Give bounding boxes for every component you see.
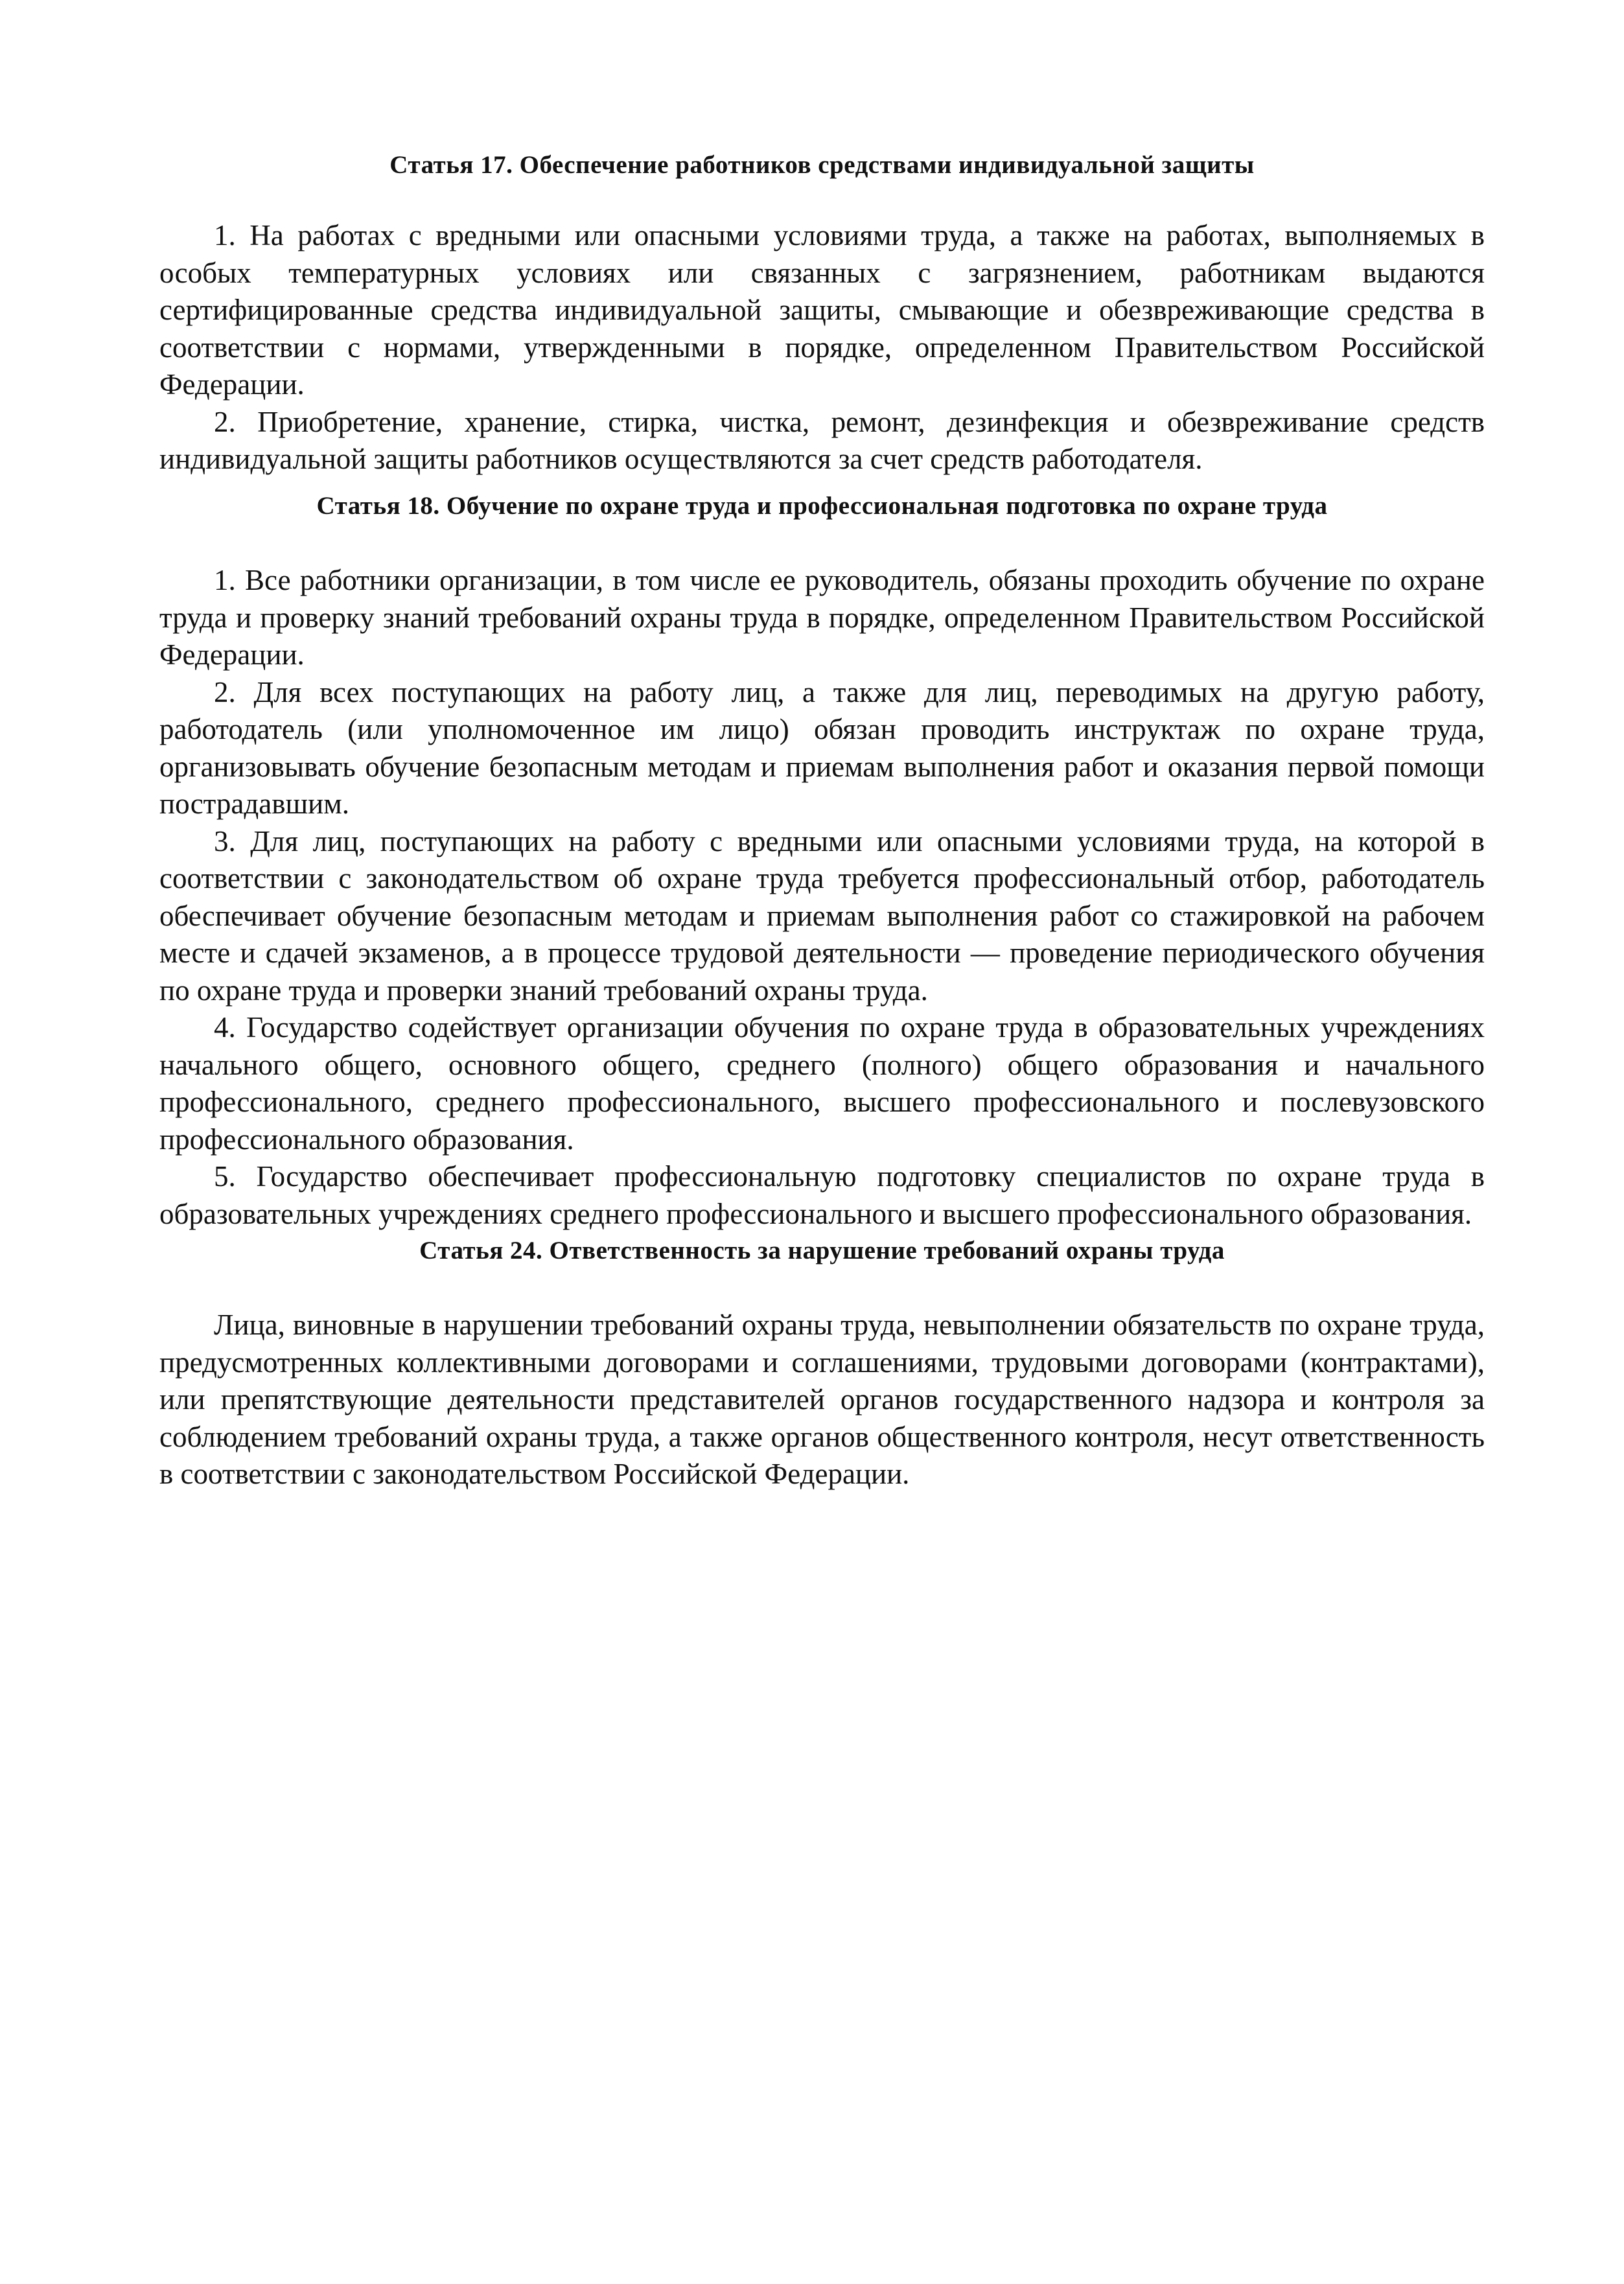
article-18-heading: Статья 18. Обучение по охране труда и профессиональная подготовка по охране труда	[316, 492, 1328, 520]
article-17-heading: Статья 17. Обеспечение работников средствами индивидуальной защиты	[389, 151, 1255, 179]
article-18-paragraph-3: 3. Для лиц, поступающих на работу с вредными или опасными условиями труда, на которой в соответствии с законодательством об охране труда требуется профессиональный отбор, работодатель обеспечивает обучение безопасным методам и приемам выполнения работ со стажировкой на рабочем месте и сдачей экзаменов, а в процессе трудовой деятельности — проведение периодического обучения по охране труда и проверки знаний требований охраны труда.	[159, 824, 1485, 1007]
article-18-paragraph-4: 4. Государство содействует организации обучения по охране труда в образовательных учреждениях начального общего, основного общего, среднего (полного) общего образования и начального профессионального, среднего профессионального, высшего профессионального и послевузовского профессионального образования.	[159, 1011, 1485, 1156]
article-17-paragraph-1: 1. На работах с вредными или опасными условиями труда, а также на работах, выполняемых в особых температурных условиях или связанных с загрязнением, работникам выдаются сертифицированные средства индивидуальной защиты, смывающие и обезвреживающие средства в соответствии с нормами, утвержденными в порядке, определенном Правительством Российской Федерации.	[159, 219, 1485, 401]
article-24-heading: Статья 24. Ответственность за нарушение требований охраны труда	[419, 1237, 1225, 1264]
article-18	[159, 491, 1485, 1233]
article-18-paragraph-2: 2. Для всех поступающих на работу лиц, а также для лиц, переводимых на другую работу, работодатель (или уполномоченное им лицо) обязан проводить инструктаж по охране труда, организовывать обучение безопасным методам и приемам выполнения работ и оказания первой помощи пострадавшим.	[159, 675, 1485, 820]
article-18-paragraph-1: 1. Все работники организации, в том числе ее руководитель, обязаны проходить обучение по охране труда и проверку знаний требований охраны труда в порядке, определенном Правительством Российской Федерации.	[159, 564, 1485, 671]
article-24-paragraph-1: Лица, виновные в нарушении требований охраны труда, невыполнении обязательств по охране труда, предусмотренных коллективными договорами и соглашениями, трудовыми договорами (контрактами), или препятствующие деятельности представителей органов государственного надзора и контроля за соблюдением требований охраны труда, а также органов общественного контроля, несут ответственность в соответствии с законодательством Российской Федерации.	[159, 1309, 1485, 1490]
article-17-paragraph-2: 2. Приобретение, хранение, стирка, чистка, ремонт, дезинфекция и обезвреживание средств индивидуальной защиты работников осуществляются за счет средств работодателя.	[159, 405, 1485, 475]
article-17	[159, 150, 1485, 478]
article-18-paragraph-5: 5. Государство обеспечивает профессиональную подготовку специалистов по охране труда в образовательных учреждениях среднего профессионального и высшего профессионального образования.	[159, 1160, 1485, 1230]
article-24	[159, 1236, 1485, 1493]
